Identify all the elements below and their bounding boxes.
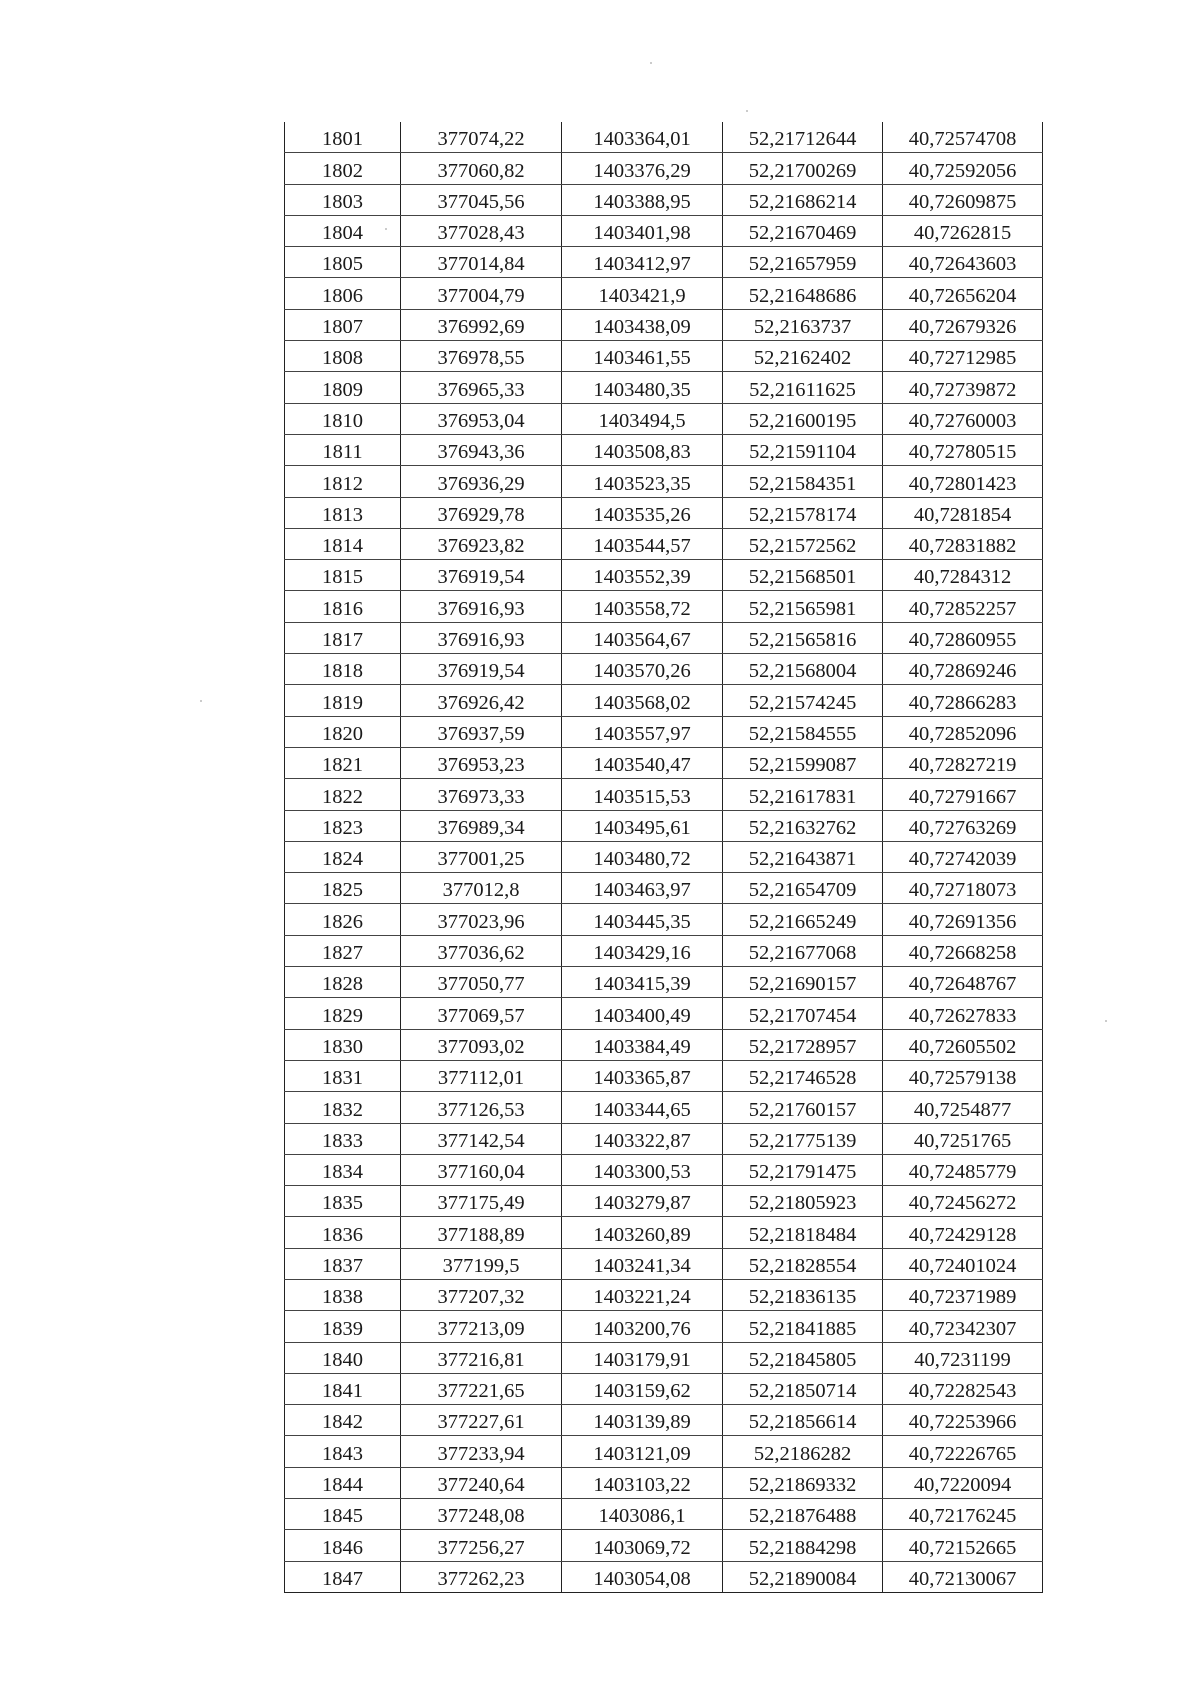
y-coordinate-cell: 1403523,35 xyxy=(562,466,723,497)
point-number-cell: 1828 xyxy=(285,967,401,998)
x-coordinate-cell: 377216,81 xyxy=(401,1342,562,1373)
latitude-cell: 52,21876488 xyxy=(723,1499,883,1530)
x-coordinate-cell: 377014,84 xyxy=(401,247,562,278)
point-number-cell: 1814 xyxy=(285,528,401,559)
latitude-cell: 52,21670469 xyxy=(723,215,883,246)
latitude-cell: 52,21836135 xyxy=(723,1279,883,1310)
x-coordinate-cell: 377004,79 xyxy=(401,278,562,309)
latitude-cell: 52,21841885 xyxy=(723,1311,883,1342)
longitude-cell: 40,72592056 xyxy=(883,153,1043,184)
x-coordinate-cell: 376973,33 xyxy=(401,779,562,810)
table-row xyxy=(285,1060,1043,1091)
latitude-cell: 52,21565981 xyxy=(723,591,883,622)
point-number-cell: 1805 xyxy=(285,247,401,278)
y-coordinate-cell: 1403388,95 xyxy=(562,184,723,215)
table-row xyxy=(285,1405,1043,1436)
latitude-cell: 52,21805923 xyxy=(723,1186,883,1217)
y-coordinate-cell: 1403515,53 xyxy=(562,779,723,810)
y-coordinate-cell: 1403557,97 xyxy=(562,716,723,747)
table-row xyxy=(285,528,1043,559)
longitude-cell: 40,72456272 xyxy=(883,1186,1043,1217)
table-row xyxy=(285,810,1043,841)
point-number-cell: 1817 xyxy=(285,622,401,653)
x-coordinate-cell: 376953,04 xyxy=(401,403,562,434)
table-row xyxy=(285,184,1043,215)
y-coordinate-cell: 1403568,02 xyxy=(562,685,723,716)
table-row xyxy=(285,1279,1043,1310)
latitude-cell: 52,21775139 xyxy=(723,1123,883,1154)
longitude-cell: 40,72860955 xyxy=(883,622,1043,653)
x-coordinate-cell: 376936,29 xyxy=(401,466,562,497)
y-coordinate-cell: 1403054,08 xyxy=(562,1561,723,1592)
table-row xyxy=(285,1373,1043,1404)
longitude-cell: 40,72739872 xyxy=(883,372,1043,403)
table-row xyxy=(285,685,1043,716)
scan-speck xyxy=(1105,1020,1107,1022)
x-coordinate-cell: 377023,96 xyxy=(401,904,562,935)
x-coordinate-cell: 377207,32 xyxy=(401,1279,562,1310)
y-coordinate-cell: 1403540,47 xyxy=(562,747,723,778)
longitude-cell: 40,72760003 xyxy=(883,403,1043,434)
x-coordinate-cell: 376923,82 xyxy=(401,528,562,559)
table-row xyxy=(285,372,1043,403)
longitude-cell: 40,72152665 xyxy=(883,1530,1043,1561)
table-row xyxy=(285,1123,1043,1154)
point-number-cell: 1815 xyxy=(285,560,401,591)
y-coordinate-cell: 1403480,72 xyxy=(562,841,723,872)
x-coordinate-cell: 377213,09 xyxy=(401,1311,562,1342)
longitude-cell: 40,72574708 xyxy=(883,122,1043,153)
x-coordinate-cell: 377240,64 xyxy=(401,1467,562,1498)
table-row xyxy=(285,716,1043,747)
x-coordinate-cell: 377069,57 xyxy=(401,998,562,1029)
table-row xyxy=(285,153,1043,184)
y-coordinate-cell: 1403200,76 xyxy=(562,1311,723,1342)
point-number-cell: 1808 xyxy=(285,341,401,372)
table-row xyxy=(285,1467,1043,1498)
y-coordinate-cell: 1403535,26 xyxy=(562,497,723,528)
longitude-cell: 40,72282543 xyxy=(883,1373,1043,1404)
y-coordinate-cell: 1403495,61 xyxy=(562,810,723,841)
latitude-cell: 52,21572562 xyxy=(723,528,883,559)
x-coordinate-cell: 377112,01 xyxy=(401,1060,562,1091)
point-number-cell: 1840 xyxy=(285,1342,401,1373)
y-coordinate-cell: 1403365,87 xyxy=(562,1060,723,1091)
longitude-cell: 40,72668258 xyxy=(883,935,1043,966)
latitude-cell: 52,21791475 xyxy=(723,1154,883,1185)
longitude-cell: 40,7281854 xyxy=(883,497,1043,528)
longitude-cell: 40,7262815 xyxy=(883,215,1043,246)
y-coordinate-cell: 1403544,57 xyxy=(562,528,723,559)
longitude-cell: 40,72176245 xyxy=(883,1499,1043,1530)
y-coordinate-cell: 1403121,09 xyxy=(562,1436,723,1467)
coordinate-table-body xyxy=(285,122,1043,1592)
latitude-cell: 52,21643871 xyxy=(723,841,883,872)
longitude-cell: 40,72869246 xyxy=(883,654,1043,685)
table-row xyxy=(285,1217,1043,1248)
y-coordinate-cell: 1403086,1 xyxy=(562,1499,723,1530)
latitude-cell: 52,2163737 xyxy=(723,309,883,340)
longitude-cell: 40,72253966 xyxy=(883,1405,1043,1436)
y-coordinate-cell: 1403279,87 xyxy=(562,1186,723,1217)
latitude-cell: 52,21568004 xyxy=(723,654,883,685)
point-number-cell: 1827 xyxy=(285,935,401,966)
table-row xyxy=(285,1530,1043,1561)
table-row xyxy=(285,215,1043,246)
table-row xyxy=(285,341,1043,372)
longitude-cell: 40,72627833 xyxy=(883,998,1043,1029)
latitude-cell: 52,21884298 xyxy=(723,1530,883,1561)
longitude-cell: 40,72130067 xyxy=(883,1561,1043,1592)
x-coordinate-cell: 377074,22 xyxy=(401,122,562,153)
point-number-cell: 1807 xyxy=(285,309,401,340)
x-coordinate-cell: 377248,08 xyxy=(401,1499,562,1530)
longitude-cell: 40,72401024 xyxy=(883,1248,1043,1279)
longitude-cell: 40,72852096 xyxy=(883,716,1043,747)
point-number-cell: 1837 xyxy=(285,1248,401,1279)
y-coordinate-cell: 1403384,49 xyxy=(562,1029,723,1060)
latitude-cell: 52,21828554 xyxy=(723,1248,883,1279)
latitude-cell: 52,21707454 xyxy=(723,998,883,1029)
point-number-cell: 1813 xyxy=(285,497,401,528)
longitude-cell: 40,72852257 xyxy=(883,591,1043,622)
longitude-cell: 40,72712985 xyxy=(883,341,1043,372)
y-coordinate-cell: 1403376,29 xyxy=(562,153,723,184)
y-coordinate-cell: 1403508,83 xyxy=(562,434,723,465)
table-row xyxy=(285,1342,1043,1373)
point-number-cell: 1809 xyxy=(285,372,401,403)
latitude-cell: 52,21690157 xyxy=(723,967,883,998)
x-coordinate-cell: 377060,82 xyxy=(401,153,562,184)
point-number-cell: 1846 xyxy=(285,1530,401,1561)
longitude-cell: 40,72718073 xyxy=(883,873,1043,904)
latitude-cell: 52,2162402 xyxy=(723,341,883,372)
y-coordinate-cell: 1403241,34 xyxy=(562,1248,723,1279)
table-row xyxy=(285,622,1043,653)
latitude-cell: 52,21746528 xyxy=(723,1060,883,1091)
point-number-cell: 1847 xyxy=(285,1561,401,1592)
point-number-cell: 1824 xyxy=(285,841,401,872)
longitude-cell: 40,72579138 xyxy=(883,1060,1043,1091)
latitude-cell: 52,21856614 xyxy=(723,1405,883,1436)
y-coordinate-cell: 1403322,87 xyxy=(562,1123,723,1154)
y-coordinate-cell: 1403221,24 xyxy=(562,1279,723,1310)
x-coordinate-cell: 377256,27 xyxy=(401,1530,562,1561)
latitude-cell: 52,21890084 xyxy=(723,1561,883,1592)
table-row xyxy=(285,1248,1043,1279)
x-coordinate-cell: 377012,8 xyxy=(401,873,562,904)
point-number-cell: 1832 xyxy=(285,1092,401,1123)
y-coordinate-cell: 1403069,72 xyxy=(562,1530,723,1561)
table-row xyxy=(285,278,1043,309)
point-number-cell: 1806 xyxy=(285,278,401,309)
latitude-cell: 52,21617831 xyxy=(723,779,883,810)
coordinate-table xyxy=(284,122,1043,1593)
x-coordinate-cell: 376916,93 xyxy=(401,622,562,653)
point-number-cell: 1841 xyxy=(285,1373,401,1404)
x-coordinate-cell: 377227,61 xyxy=(401,1405,562,1436)
table-row xyxy=(285,247,1043,278)
point-number-cell: 1829 xyxy=(285,998,401,1029)
point-number-cell: 1826 xyxy=(285,904,401,935)
longitude-cell: 40,7251765 xyxy=(883,1123,1043,1154)
y-coordinate-cell: 1403558,72 xyxy=(562,591,723,622)
point-number-cell: 1810 xyxy=(285,403,401,434)
y-coordinate-cell: 1403412,97 xyxy=(562,247,723,278)
x-coordinate-cell: 377045,56 xyxy=(401,184,562,215)
table-row xyxy=(285,497,1043,528)
table-row xyxy=(285,967,1043,998)
longitude-cell: 40,72648767 xyxy=(883,967,1043,998)
x-coordinate-cell: 376919,54 xyxy=(401,560,562,591)
x-coordinate-cell: 377233,94 xyxy=(401,1436,562,1467)
point-number-cell: 1834 xyxy=(285,1154,401,1185)
x-coordinate-cell: 376965,33 xyxy=(401,372,562,403)
table-row xyxy=(285,434,1043,465)
y-coordinate-cell: 1403552,39 xyxy=(562,560,723,591)
longitude-cell: 40,72742039 xyxy=(883,841,1043,872)
y-coordinate-cell: 1403344,65 xyxy=(562,1092,723,1123)
x-coordinate-cell: 377142,54 xyxy=(401,1123,562,1154)
table-row xyxy=(285,403,1043,434)
table-row xyxy=(285,841,1043,872)
point-number-cell: 1804 xyxy=(285,215,401,246)
y-coordinate-cell: 1403570,26 xyxy=(562,654,723,685)
x-coordinate-cell: 377160,04 xyxy=(401,1154,562,1185)
y-coordinate-cell: 1403103,22 xyxy=(562,1467,723,1498)
y-coordinate-cell: 1403139,89 xyxy=(562,1405,723,1436)
point-number-cell: 1822 xyxy=(285,779,401,810)
x-coordinate-cell: 377093,02 xyxy=(401,1029,562,1060)
longitude-cell: 40,72691356 xyxy=(883,904,1043,935)
x-coordinate-cell: 377036,62 xyxy=(401,935,562,966)
latitude-cell: 52,21665249 xyxy=(723,904,883,935)
latitude-cell: 52,21728957 xyxy=(723,1029,883,1060)
x-coordinate-cell: 376937,59 xyxy=(401,716,562,747)
longitude-cell: 40,72763269 xyxy=(883,810,1043,841)
table-row xyxy=(285,747,1043,778)
point-number-cell: 1825 xyxy=(285,873,401,904)
table-row xyxy=(285,591,1043,622)
x-coordinate-cell: 376926,42 xyxy=(401,685,562,716)
point-number-cell: 1801 xyxy=(285,122,401,153)
longitude-cell: 40,72831882 xyxy=(883,528,1043,559)
x-coordinate-cell: 377050,77 xyxy=(401,967,562,998)
latitude-cell: 52,21760157 xyxy=(723,1092,883,1123)
latitude-cell: 52,21574245 xyxy=(723,685,883,716)
longitude-cell: 40,72342307 xyxy=(883,1311,1043,1342)
y-coordinate-cell: 1403179,91 xyxy=(562,1342,723,1373)
latitude-cell: 52,21845805 xyxy=(723,1342,883,1373)
x-coordinate-cell: 377126,53 xyxy=(401,1092,562,1123)
longitude-cell: 40,7254877 xyxy=(883,1092,1043,1123)
point-number-cell: 1819 xyxy=(285,685,401,716)
longitude-cell: 40,72656204 xyxy=(883,278,1043,309)
table-row xyxy=(285,654,1043,685)
y-coordinate-cell: 1403480,35 xyxy=(562,372,723,403)
longitude-cell: 40,72827219 xyxy=(883,747,1043,778)
point-number-cell: 1843 xyxy=(285,1436,401,1467)
table-row xyxy=(285,1029,1043,1060)
x-coordinate-cell: 376992,69 xyxy=(401,309,562,340)
longitude-cell: 40,7220094 xyxy=(883,1467,1043,1498)
latitude-cell: 52,21611625 xyxy=(723,372,883,403)
x-coordinate-cell: 376989,34 xyxy=(401,810,562,841)
point-number-cell: 1835 xyxy=(285,1186,401,1217)
table-row xyxy=(285,1311,1043,1342)
point-number-cell: 1836 xyxy=(285,1217,401,1248)
longitude-cell: 40,72605502 xyxy=(883,1029,1043,1060)
longitude-cell: 40,72780515 xyxy=(883,434,1043,465)
point-number-cell: 1821 xyxy=(285,747,401,778)
table-row xyxy=(285,779,1043,810)
point-number-cell: 1838 xyxy=(285,1279,401,1310)
latitude-cell: 52,21700269 xyxy=(723,153,883,184)
table-row xyxy=(285,122,1043,153)
point-number-cell: 1844 xyxy=(285,1467,401,1498)
table-row xyxy=(285,935,1043,966)
point-number-cell: 1803 xyxy=(285,184,401,215)
longitude-cell: 40,72801423 xyxy=(883,466,1043,497)
latitude-cell: 52,21686214 xyxy=(723,184,883,215)
point-number-cell: 1811 xyxy=(285,434,401,465)
x-coordinate-cell: 377175,49 xyxy=(401,1186,562,1217)
latitude-cell: 52,21818484 xyxy=(723,1217,883,1248)
x-coordinate-cell: 376916,93 xyxy=(401,591,562,622)
latitude-cell: 52,21591104 xyxy=(723,434,883,465)
latitude-cell: 52,21600195 xyxy=(723,403,883,434)
longitude-cell: 40,72485779 xyxy=(883,1154,1043,1185)
y-coordinate-cell: 1403364,01 xyxy=(562,122,723,153)
latitude-cell: 52,21712644 xyxy=(723,122,883,153)
latitude-cell: 52,21632762 xyxy=(723,810,883,841)
longitude-cell: 40,72679326 xyxy=(883,309,1043,340)
y-coordinate-cell: 1403421,9 xyxy=(562,278,723,309)
x-coordinate-cell: 377262,23 xyxy=(401,1561,562,1592)
y-coordinate-cell: 1403260,89 xyxy=(562,1217,723,1248)
latitude-cell: 52,2186282 xyxy=(723,1436,883,1467)
point-number-cell: 1845 xyxy=(285,1499,401,1530)
table-row xyxy=(285,309,1043,340)
latitude-cell: 52,21657959 xyxy=(723,247,883,278)
point-number-cell: 1823 xyxy=(285,810,401,841)
y-coordinate-cell: 1403461,55 xyxy=(562,341,723,372)
latitude-cell: 52,21654709 xyxy=(723,873,883,904)
y-coordinate-cell: 1403300,53 xyxy=(562,1154,723,1185)
y-coordinate-cell: 1403401,98 xyxy=(562,215,723,246)
longitude-cell: 40,72866283 xyxy=(883,685,1043,716)
table-row xyxy=(285,998,1043,1029)
point-number-cell: 1816 xyxy=(285,591,401,622)
latitude-cell: 52,21584555 xyxy=(723,716,883,747)
y-coordinate-cell: 1403159,62 xyxy=(562,1373,723,1404)
longitude-cell: 40,72791667 xyxy=(883,779,1043,810)
latitude-cell: 52,21599087 xyxy=(723,747,883,778)
point-number-cell: 1839 xyxy=(285,1311,401,1342)
latitude-cell: 52,21677068 xyxy=(723,935,883,966)
x-coordinate-cell: 376943,36 xyxy=(401,434,562,465)
point-number-cell: 1812 xyxy=(285,466,401,497)
table-row xyxy=(285,1092,1043,1123)
longitude-cell: 40,7284312 xyxy=(883,560,1043,591)
table-row xyxy=(285,1186,1043,1217)
point-number-cell: 1831 xyxy=(285,1060,401,1091)
longitude-cell: 40,72643603 xyxy=(883,247,1043,278)
y-coordinate-cell: 1403438,09 xyxy=(562,309,723,340)
table-row xyxy=(285,560,1043,591)
scan-speck xyxy=(746,110,748,112)
table-row xyxy=(285,1499,1043,1530)
latitude-cell: 52,21568501 xyxy=(723,560,883,591)
x-coordinate-cell: 377001,25 xyxy=(401,841,562,872)
x-coordinate-cell: 377221,65 xyxy=(401,1373,562,1404)
y-coordinate-cell: 1403400,49 xyxy=(562,998,723,1029)
longitude-cell: 40,7231199 xyxy=(883,1342,1043,1373)
latitude-cell: 52,21565816 xyxy=(723,622,883,653)
point-number-cell: 1842 xyxy=(285,1405,401,1436)
point-number-cell: 1802 xyxy=(285,153,401,184)
y-coordinate-cell: 1403463,97 xyxy=(562,873,723,904)
point-number-cell: 1830 xyxy=(285,1029,401,1060)
latitude-cell: 52,21869332 xyxy=(723,1467,883,1498)
table-row xyxy=(285,466,1043,497)
latitude-cell: 52,21578174 xyxy=(723,497,883,528)
scan-speck xyxy=(200,700,202,702)
x-coordinate-cell: 376929,78 xyxy=(401,497,562,528)
longitude-cell: 40,72226765 xyxy=(883,1436,1043,1467)
x-coordinate-cell: 376919,54 xyxy=(401,654,562,685)
x-coordinate-cell: 377028,43 xyxy=(401,215,562,246)
table-row xyxy=(285,1561,1043,1592)
y-coordinate-cell: 1403445,35 xyxy=(562,904,723,935)
y-coordinate-cell: 1403429,16 xyxy=(562,935,723,966)
point-number-cell: 1820 xyxy=(285,716,401,747)
table-row xyxy=(285,1154,1043,1185)
latitude-cell: 52,21850714 xyxy=(723,1373,883,1404)
point-number-cell: 1833 xyxy=(285,1123,401,1154)
x-coordinate-cell: 377199,5 xyxy=(401,1248,562,1279)
x-coordinate-cell: 376978,55 xyxy=(401,341,562,372)
scan-speck xyxy=(650,62,652,64)
y-coordinate-cell: 1403415,39 xyxy=(562,967,723,998)
latitude-cell: 52,21648686 xyxy=(723,278,883,309)
table-row xyxy=(285,1436,1043,1467)
point-number-cell: 1818 xyxy=(285,654,401,685)
latitude-cell: 52,21584351 xyxy=(723,466,883,497)
y-coordinate-cell: 1403494,5 xyxy=(562,403,723,434)
x-coordinate-cell: 377188,89 xyxy=(401,1217,562,1248)
table-row xyxy=(285,873,1043,904)
y-coordinate-cell: 1403564,67 xyxy=(562,622,723,653)
longitude-cell: 40,72429128 xyxy=(883,1217,1043,1248)
x-coordinate-cell: 376953,23 xyxy=(401,747,562,778)
table-row xyxy=(285,904,1043,935)
longitude-cell: 40,72371989 xyxy=(883,1279,1043,1310)
longitude-cell: 40,72609875 xyxy=(883,184,1043,215)
